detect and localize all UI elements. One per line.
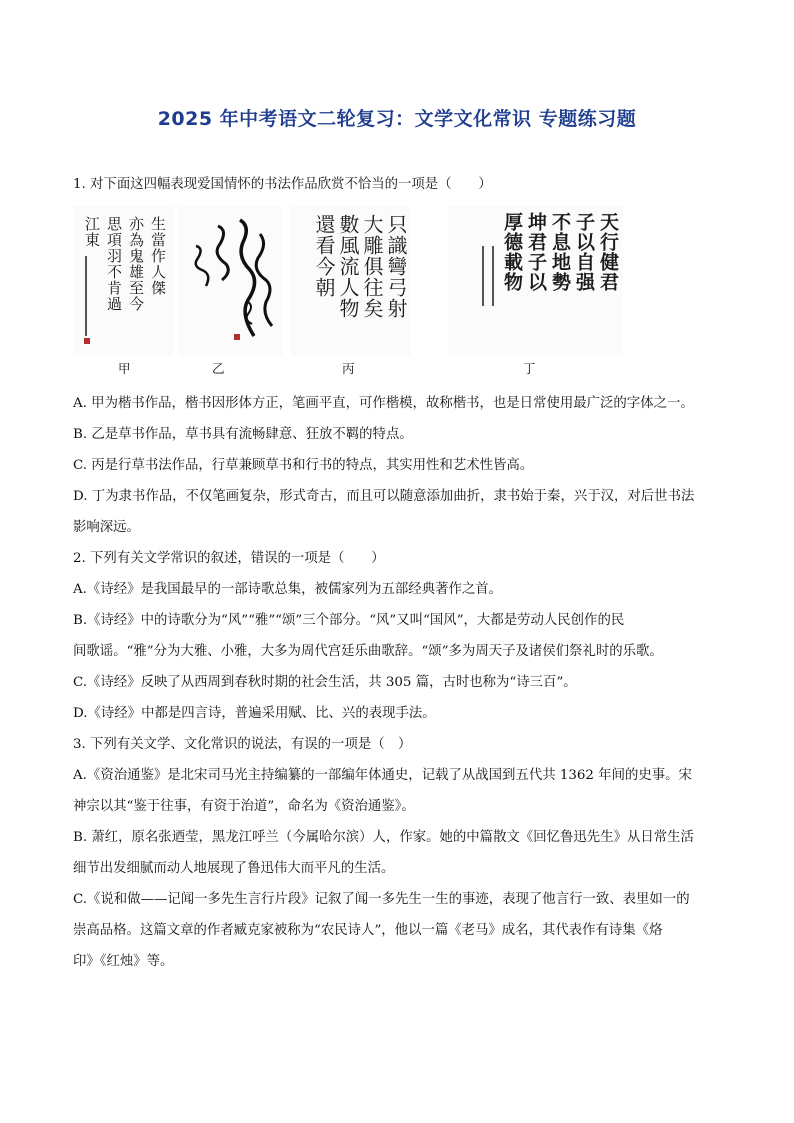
calligraphy-caption-yi: 乙	[212, 361, 225, 376]
q3-option-c: C.《说和做——记闻一多先生言行片段》记叙了闻一多先生一生的事迹，表现了他言行一致、表里如一的	[73, 892, 690, 907]
q3-option-b-cont: 细节出发细腻而动人地展现了鲁迅伟大而平凡的生活。	[73, 861, 395, 876]
q1-option-b: B. 乙是草书作品，草书具有流畅肆意、狂放不羁的特点。	[73, 427, 413, 442]
q1-option-d: D. 丁为隶书作品，不仅笔画复杂，形式奇古，而且可以随意添加曲折，隶书始于秦，兴于汉，对后世书法	[73, 489, 695, 504]
q2-option-b: B.《诗经》中的诗歌分为“风”“雅”“颂”三个部分。“风”又叫“国风”，大都是劳动人民创作的民	[73, 613, 625, 628]
calligraphy-bing-panel: 只識彎弓射 大雕俱往矣 數風流人物 還看今朝	[291, 206, 411, 356]
q1-option-c: C. 丙是行草书法作品，行草兼顾草书和行书的特点，其实用性和艺术性皆高。	[73, 458, 534, 473]
q1-option-a: A. 甲为楷书作品，楷书因形体方正，笔画平直，可作楷模，故称楷书，也是日常使用最广泛的字体之一。	[73, 396, 694, 411]
question-2-stem: 2. 下列有关文学常识的叙述，错误的一项是（ ）	[73, 551, 385, 566]
calligraphy-caption-jia: 甲	[118, 361, 131, 376]
calligraphy-yi-panel	[178, 206, 283, 356]
cursive-strokes	[178, 206, 283, 356]
q1-option-d-cont: 影响深远。	[73, 520, 140, 535]
calligraphy-image	[73, 206, 623, 376]
q3-option-a: A.《资治通鉴》是北宋司马光主持编纂的一部编年体通史，记载了从战国到五代共 1362 年间的史事。宋	[73, 768, 692, 783]
q3-option-c-cont: 崇高品格。这篇文章的作者臧克家被称为“农民诗人”，他以一篇《老马》成名，其代表作有诗集《烙	[73, 923, 663, 938]
calligraphy-jia-panel: 生當作人傑 亦為鬼雄至今 思項羽不肯過 江東	[73, 206, 173, 356]
question-3-stem: 3. 下列有关文学、文化常识的说法，有误的一项是（ ）	[73, 737, 412, 752]
q2-option-a: A.《诗经》是我国最早的一部诗歌总集，被儒家列为五部经典著作之首。	[73, 582, 503, 597]
q3-option-b: B. 萧红，原名张迺莹，黑龙江呼兰（今属哈尔滨）人，作家。她的中篇散文《回忆鲁迅先生》从日常生活	[73, 830, 694, 845]
calligraphy-ding-panel: 天行健君 子以自强 不息地勢 坤君子以 厚德載物	[448, 206, 623, 356]
question-1-stem: 1. 对下面这四幅表现爱国情怀的书法作品欣赏不恰当的一项是（ ）	[73, 177, 492, 192]
q3-option-a-cont: 神宗以其“鉴于往事，有资于治道”，命名为《资治通鉴》。	[73, 799, 415, 814]
page-title: 2025 年中考语文二轮复习：文学文化常识 专题练习题	[157, 108, 637, 130]
q2-option-b-cont: 间歌谣。“雅”分为大雅、小雅，大多为周代宫廷乐曲歌辞。“颂”多为周天子及诸侯们祭礼时的乐歌。	[73, 644, 663, 659]
q3-option-c-cont2: 印》《红烛》等。	[73, 954, 174, 969]
calligraphy-caption-ding: 丁	[523, 361, 536, 376]
calligraphy-caption-bing: 丙	[342, 361, 355, 376]
q2-option-d: D.《诗经》中都是四言诗，普遍采用赋、比、兴的表现手法。	[73, 706, 436, 721]
q2-option-c: C.《诗经》反映了从西周到春秋时期的社会生活，共 305 篇，古时也称为“诗三百”。	[73, 675, 577, 690]
